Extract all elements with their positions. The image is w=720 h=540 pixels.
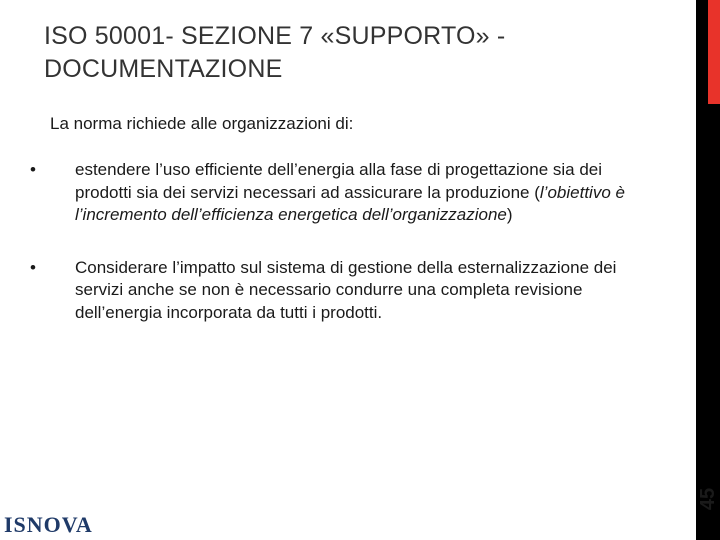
bullet-italic-text: l’obiettivo è l’incremento dell’efficienza energetica dell’organizzazione [75,182,625,224]
bullet-list [30,159,630,354]
bullet-text-end: ) [506,205,513,224]
bullet-item-2 [30,257,630,325]
bullet-text: Considerare l’impatto sul sistema di gestione della esternalizzazione dei servizi anche se non è necessario condurre una completa revisione dell’energia incorporata da tutti i prodotti. [75,257,617,322]
bullet-text: estendere l’uso efficiente dell’energia alla fase di progettazione sia dei prodotti sia dei servizi necessari ad assicurare la produzione ( [75,160,603,202]
bullet-marker: • [30,257,36,277]
page-number: 45 [697,487,719,511]
isnova-logo: ISNOVA [4,512,93,537]
red-accent-bar [708,0,720,104]
slide-title-line-2: DOCUMENTAZIONE [44,55,283,83]
slide-title-line-1: ISO 50001- SEZIONE 7 «SUPPORTO» - [44,22,506,50]
bullet-marker: • [30,160,36,179]
slide-title [44,20,644,86]
bullet-item-1 [30,159,630,227]
intro-text: La norma richiede alle organizzazioni di: [50,114,354,133]
